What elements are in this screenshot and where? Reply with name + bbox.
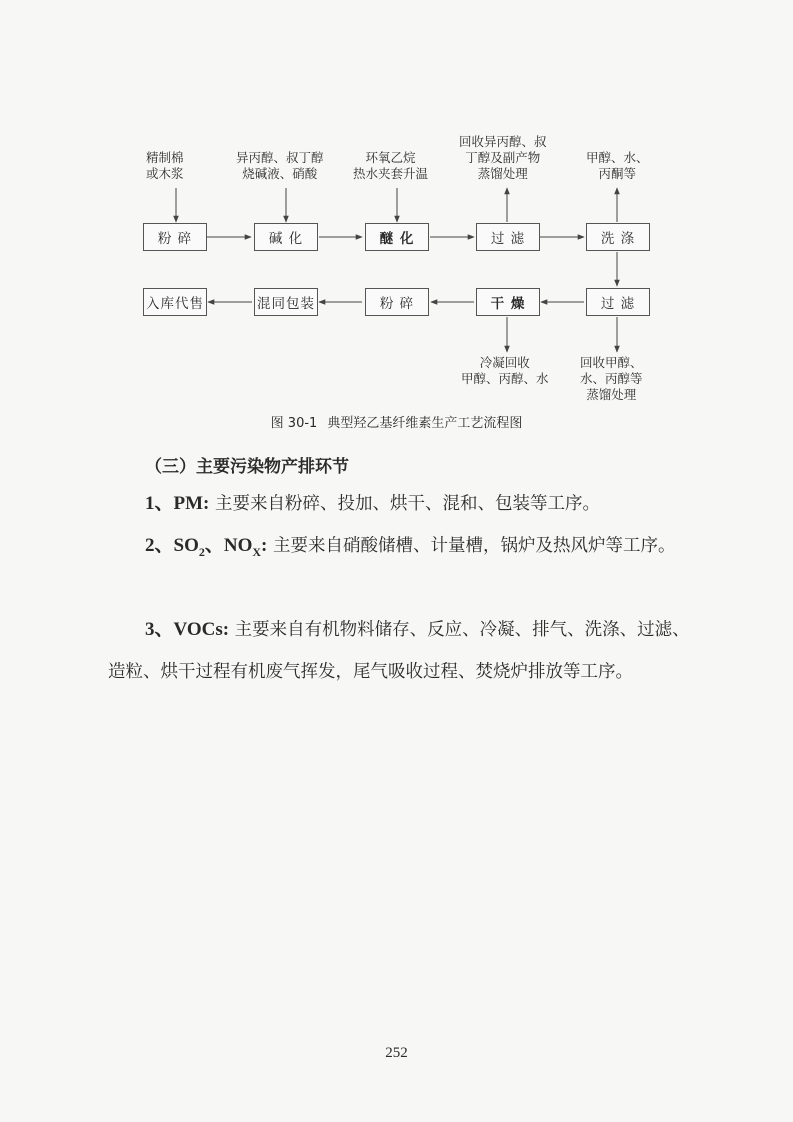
box-storage-sale: 入库代售 xyxy=(143,288,207,316)
box-filter-1: 过 滤 xyxy=(476,223,540,251)
pollution-item-pm xyxy=(108,483,698,525)
item-text-so2-nox: 主要来自硝酸储槽、计量槽，锅炉及热风炉等工序。 xyxy=(272,536,676,556)
box-mix-pack: 混同包装 xyxy=(254,288,318,316)
output-label-filter-2: 回收甲醇、 水、丙醇等 蒸馏处理 xyxy=(580,355,643,402)
output-label-wash: 甲醇、水、 丙酮等 xyxy=(586,150,649,181)
flowchart-arrows xyxy=(0,0,793,410)
page-number: 252 xyxy=(385,1045,408,1061)
pollution-item-vocs xyxy=(108,609,698,693)
item-text-pm: 主要来自粉碎、投加、烘干、混和、包装等工序。 xyxy=(214,494,600,514)
box-alkalization: 碱 化 xyxy=(254,223,318,251)
input-label-ether: 环氧乙烷 热水夹套升温 xyxy=(353,150,429,181)
box-filter-2: 过 滤 xyxy=(586,288,650,316)
pollution-item-so2-nox xyxy=(108,525,698,573)
box-dry: 干 燥 xyxy=(476,288,540,316)
figure-number: 图 30-1 xyxy=(270,416,318,431)
input-label-shred: 精制棉 或木浆 xyxy=(146,150,184,181)
box-etherification: 醚 化 xyxy=(365,223,429,251)
output-label-dry: 冷凝回收 甲醇、丙醇、水 xyxy=(461,355,549,386)
item-label-vocs: 3、VOCs: xyxy=(145,619,230,640)
box-shred-1: 粉 碎 xyxy=(143,223,207,251)
item-label-so2-nox: 2、$SO_2$、$NO_X$: xyxy=(145,535,268,559)
box-shred-2: 粉 碎 xyxy=(365,288,429,316)
output-label-filter-1: 回收异丙醇、叔 丁醇及副产物 蒸馏处理 xyxy=(459,134,547,181)
figure-title: 典型羟乙基纤维素生产工艺流程图 xyxy=(327,416,523,431)
section-heading: （三）主要污染物产排环节 xyxy=(145,457,349,477)
box-wash: 洗 涤 xyxy=(586,223,650,251)
figure-caption xyxy=(0,412,793,431)
item-text-vocs: 主要来自有机物料储存、反应、冷凝、排气、洗涤、过滤、造粒、烘干过程有机废气挥发，尾气吸收过程、焚烧炉排放等工序。 xyxy=(108,620,690,682)
item-label-pm: 1、PM: xyxy=(145,493,210,514)
input-label-alkali: 异丙醇、叔丁醇 烧碱液、硝酸 xyxy=(236,150,324,181)
